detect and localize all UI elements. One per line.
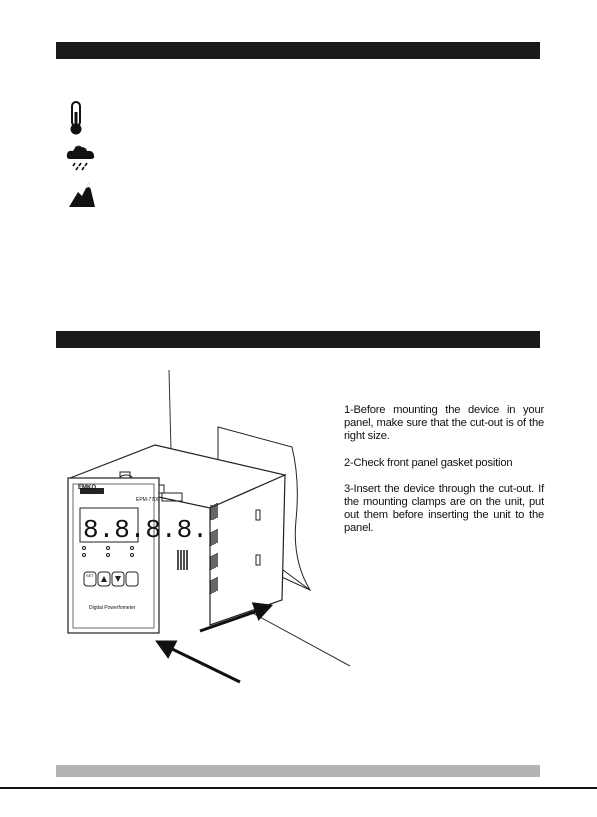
instruction-step-1: 1-Before mounting the device in your panel, make sure that the cut-out is of the right size. bbox=[344, 404, 544, 443]
device-brand: EMKO bbox=[78, 485, 96, 491]
mounting-instructions bbox=[344, 404, 544, 549]
instruction-step-2: 2-Check front panel gasket position bbox=[344, 456, 513, 469]
thermometer-icon bbox=[66, 100, 86, 141]
rain-cloud-icon bbox=[64, 144, 100, 177]
section-header-bar-top bbox=[56, 42, 540, 59]
mountain-altitude-icon bbox=[68, 180, 96, 213]
section-header-bar-mounting bbox=[56, 331, 540, 348]
instruction-step-3: 3-Insert the device through the cut-out. If the mounting clamps are on the unit, put out them before inserting the unit to the panel. bbox=[344, 482, 544, 535]
device-display-digits: 8.8.8.8. bbox=[83, 515, 208, 545]
section-footer-bar bbox=[56, 765, 540, 777]
page-bottom-rule bbox=[0, 787, 597, 789]
device-label: Digital Powerfometer bbox=[89, 605, 136, 611]
device-model: EPM-7700 bbox=[136, 497, 160, 503]
device-set-key: SET bbox=[86, 573, 94, 578]
mounting-illustration bbox=[60, 360, 360, 695]
